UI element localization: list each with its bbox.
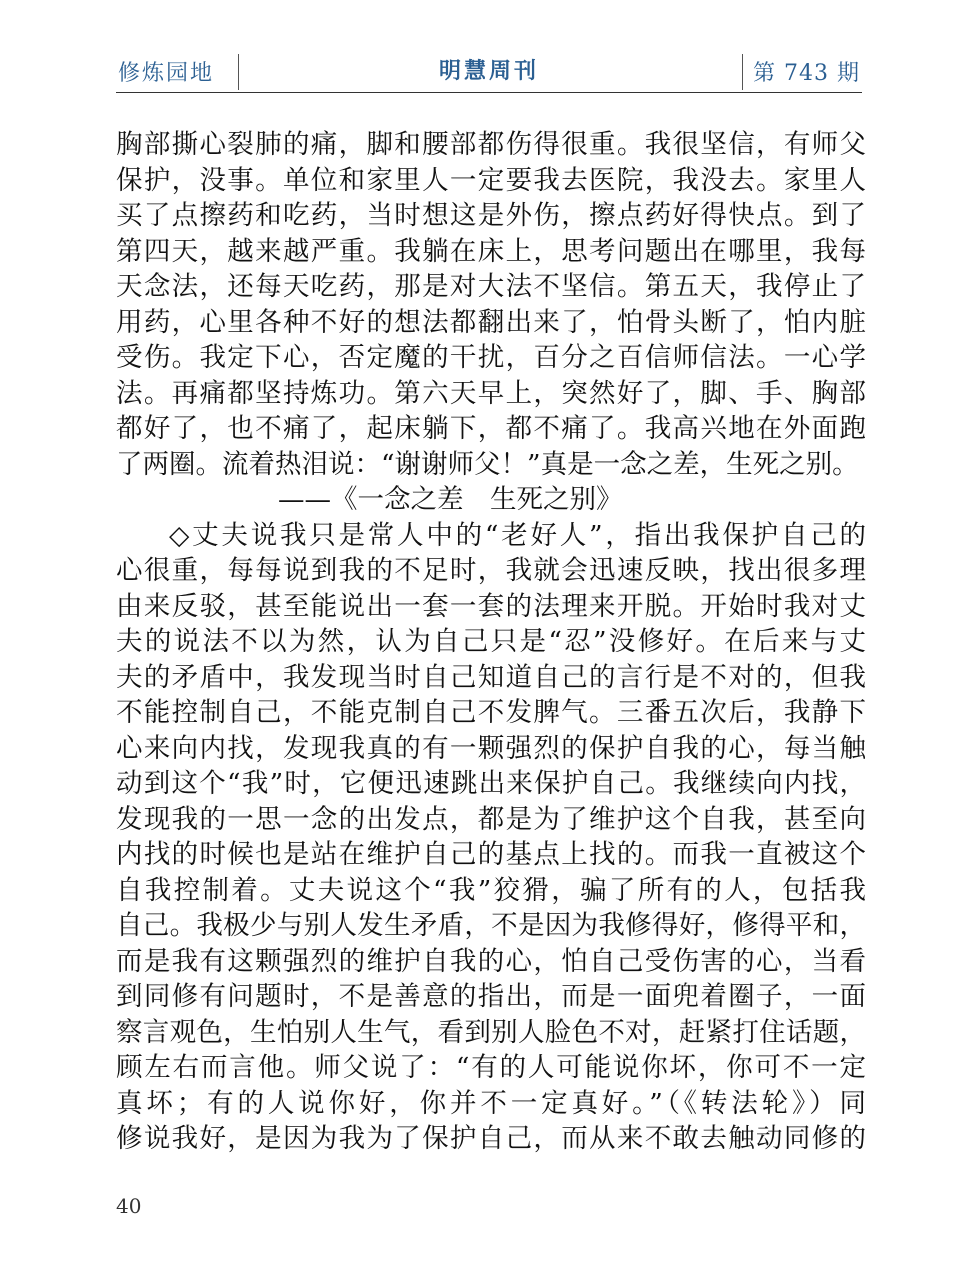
text-line: ◇丈夫说我只是常人中的“老好人”，指出我保护自己的 xyxy=(169,519,866,551)
paragraph-1 xyxy=(116,127,866,482)
header-rule xyxy=(116,92,862,93)
text-line: 用药，心里各种不好的想法都翻出来了，怕骨头断了，怕内脏 xyxy=(116,306,866,338)
text-line: 心来向内找，发现我真的有一颗强烈的保护自我的心，每当触 xyxy=(116,732,866,764)
attribution-line: ——《一念之差 生死之别》 xyxy=(278,484,623,515)
text-line: 胸部撕心裂肺的痛，脚和腰部都伤得很重。我很坚信，有师父 xyxy=(116,129,866,160)
text-line: 修说我好，是因为我为了保护自己，而从来不敢去触动同修的 xyxy=(116,1123,866,1154)
text-line: 动到这个“我”时，它便迅速跳出来保护自己。我继续向内找， xyxy=(116,768,866,799)
text-line: 真坏；有的人说你好，你并不一定真好。”（《转法轮》）同 xyxy=(116,1087,866,1119)
page-header xyxy=(116,48,862,94)
page-number: 40 xyxy=(116,1194,142,1218)
text-line: 自己。我极少与别人发生矛盾，不是因为我修得好，修得平和， xyxy=(116,910,866,941)
text-line: 顾左右而言他。师父说了：“有的人可能说你坏，你可不一定 xyxy=(116,1052,866,1083)
publication-title: 明慧周刊 xyxy=(438,58,539,84)
issue-number: 第 743 期 xyxy=(753,61,860,86)
text-line: 了两圈。流着热泪说：“谢谢师父！”真是一念之差，生死之别。 xyxy=(116,448,859,480)
text-line: 察言观色，生怕别人生气，看到别人脸色不对，赶紧打住话题， xyxy=(116,1016,866,1048)
section-title: 修炼园地 xyxy=(118,61,215,86)
text-line: 不能控制自己，不能克制自己不发脾气。三番五次后，我静下 xyxy=(116,697,866,728)
text-line: 由来反驳，甚至能说出一套一套的法理来开脱。开始时我对丈 xyxy=(116,590,866,622)
text-line: 天念法，还每天吃药，那是对大法不坚信。第五天，我停止了 xyxy=(116,271,866,302)
text-line: 保护，没事。单位和家里人一定要我去医院，我没去。家里人 xyxy=(116,164,866,196)
text-line: 法。再痛都坚持炼功。第六天早上，突然好了，脚、手、胸部 xyxy=(116,377,866,409)
text-line: 而是我有这颗强烈的维护自我的心，怕自己受伤害的心，当看 xyxy=(116,945,866,977)
article-body xyxy=(116,127,866,1157)
text-line: 发现我的一思一念的出发点，都是为了维护这个自我，甚至向 xyxy=(116,803,866,835)
text-line: 都好了，也不痛了，起床躺下，都不痛了。我高兴地在外面跑 xyxy=(116,413,866,444)
text-line: 心很重，每每说到我的不足时，我就会迅速反映，找出很多理 xyxy=(116,555,866,586)
text-line: 夫的矛盾中，我发现当时自己知道自己的言行是不对的，但我 xyxy=(116,661,866,693)
header-divider-right xyxy=(742,54,743,90)
text-line: 第四天，越来越严重。我躺在床上，思考问题出在哪里，我每 xyxy=(116,235,866,267)
text-line: 受伤。我定下心，否定魔的干扰，百分之百信师信法。一心学 xyxy=(116,342,866,373)
text-line: 夫的说法不以为然，认为自己只是“忍”没修好。在后来与丈 xyxy=(116,626,866,657)
text-line: 内找的时候也是站在维护自己的基点上找的。而我一直被这个 xyxy=(116,839,866,870)
text-line: 到同修有问题时，不是善意的指出，而是一面兜着圈子，一面 xyxy=(116,981,866,1012)
text-line: 买了点擦药和吃药，当时想这是外伤，擦点药好得快点。到了 xyxy=(116,200,866,231)
paragraph-2 xyxy=(116,518,866,1157)
text-line: 自我控制着。丈夫说这个“我”狡猾，骗了所有的人，包括我 xyxy=(116,874,866,906)
